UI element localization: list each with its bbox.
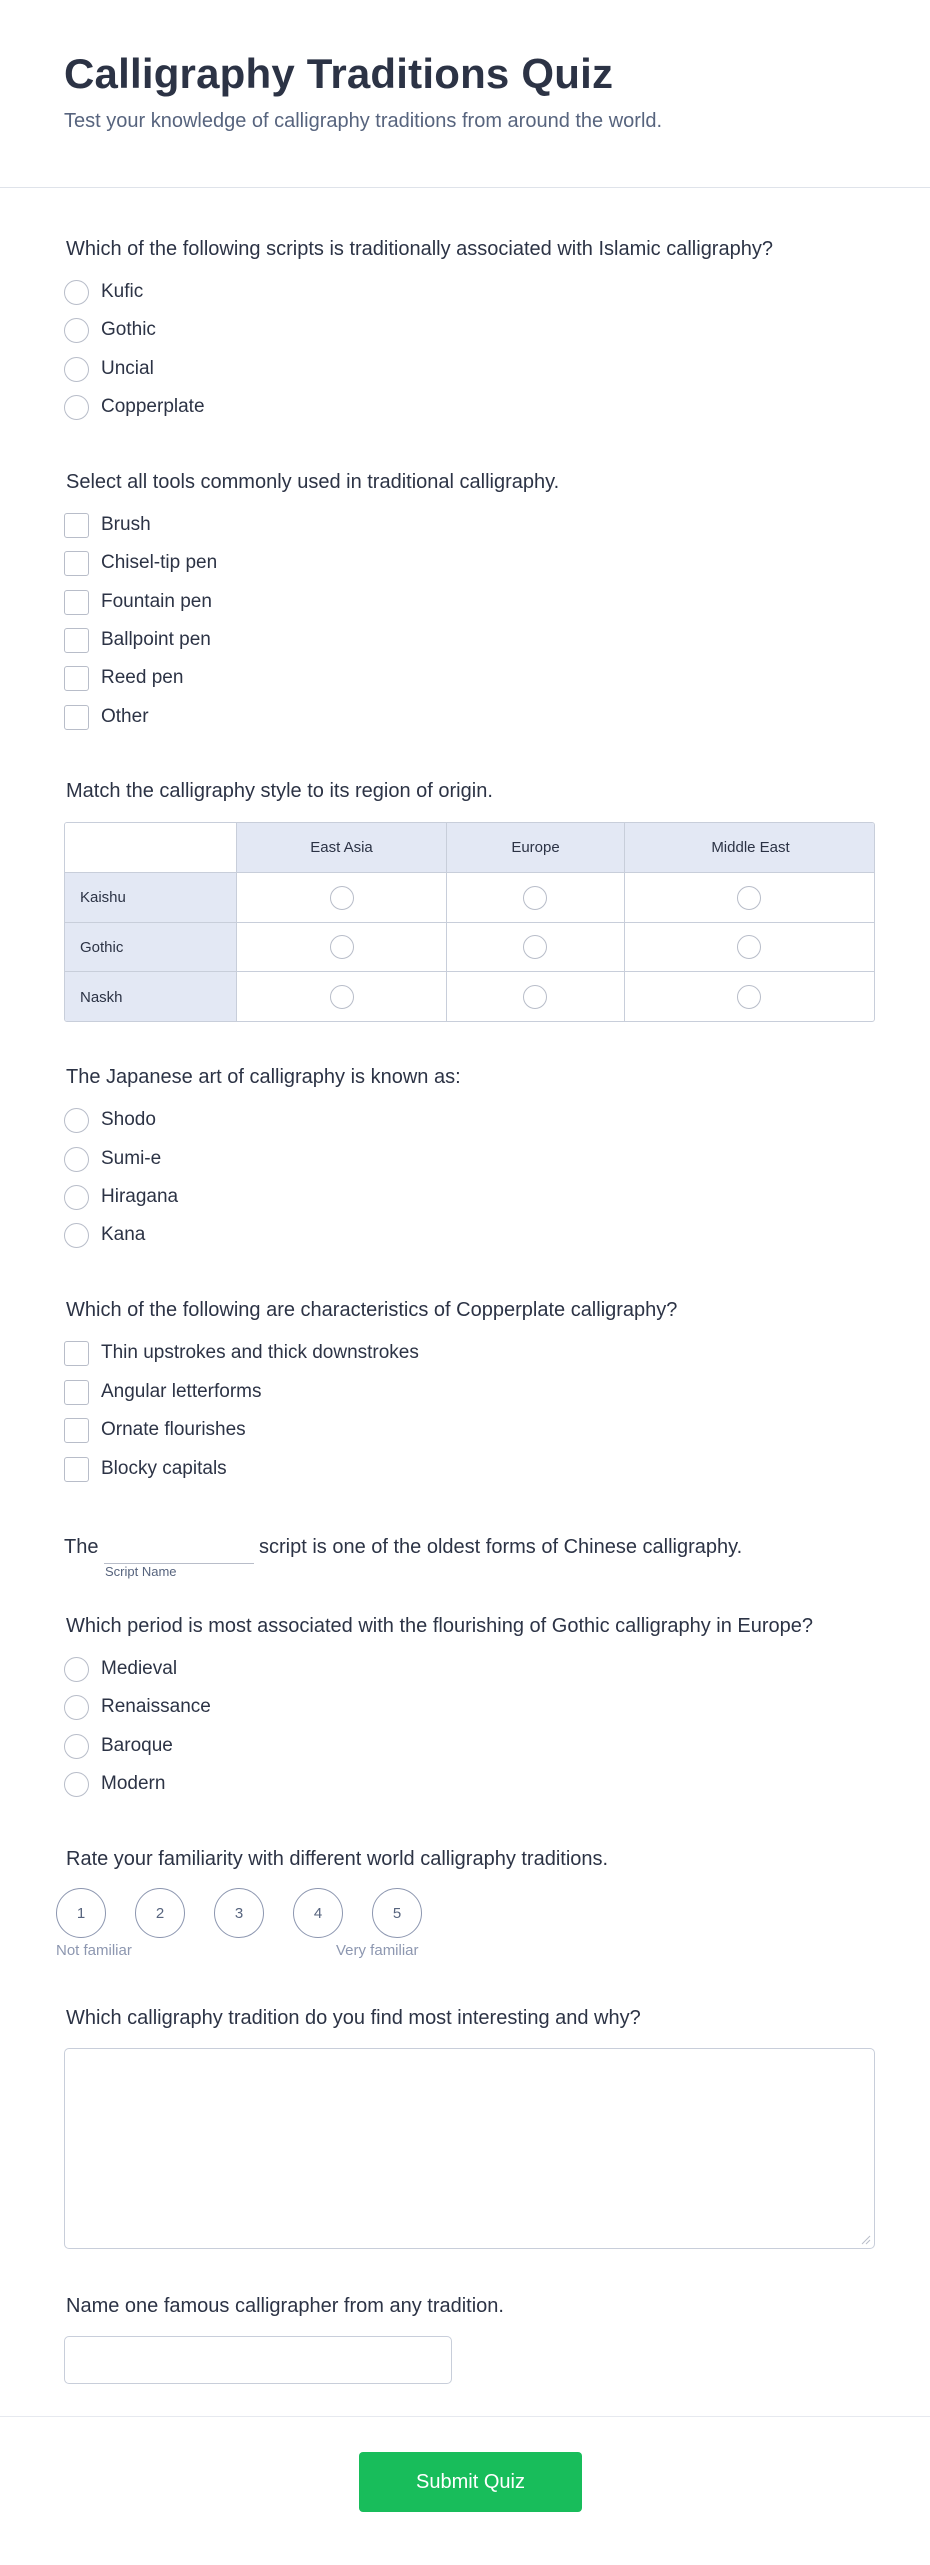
radio-button[interactable] (64, 1147, 89, 1172)
radio-button[interactable] (64, 1108, 89, 1133)
q1-option-kufic[interactable]: Kufic (64, 278, 143, 306)
q2-option-ballpoint-pen[interactable]: Ballpoint pen (64, 626, 211, 654)
question-5-title: Which of the following are characteristics of Copperplate calligraphy? (66, 1299, 678, 1321)
radio-button[interactable] (64, 1185, 89, 1210)
resize-grip-icon[interactable] (859, 2233, 871, 2245)
q5-option-angular-letterforms[interactable]: Angular letterforms (64, 1378, 262, 1406)
matrix-corner (65, 823, 237, 873)
matrix-radio-naskh-europe[interactable] (523, 985, 547, 1009)
page-subtitle: Test your knowledge of calligraphy traditions from around the world. (64, 110, 663, 132)
q2-option-brush[interactable]: Brush (64, 511, 151, 539)
q5-option-blocky-capitals[interactable]: Blocky capitals (64, 1455, 227, 1483)
matrix-col-east-asia: East Asia (237, 823, 447, 873)
radio-button[interactable] (64, 1223, 89, 1248)
fill-blank-prefix: The (64, 1536, 99, 1558)
q7-option-baroque[interactable]: Baroque (64, 1732, 173, 1760)
q2-option-other[interactable]: Other (64, 703, 149, 731)
q7-option-renaissance[interactable]: Renaissance (64, 1693, 211, 1721)
matrix-col-europe: Europe (447, 823, 625, 873)
rating-4-button[interactable]: 4 (293, 1888, 343, 1938)
q4-option-hiragana[interactable]: Hiragana (64, 1183, 178, 1211)
script-name-input[interactable] (104, 1534, 254, 1564)
q1-option-copperplate[interactable]: Copperplate (64, 393, 205, 421)
q5-option-thin-upstrokes[interactable]: Thin upstrokes and thick downstrokes (64, 1339, 419, 1367)
q2-option-reed-pen[interactable]: Reed pen (64, 664, 183, 692)
matrix-radio-naskh-middle-east[interactable] (737, 985, 761, 1009)
calligrapher-name-input[interactable] (64, 2336, 452, 2384)
matrix-radio-naskh-east-asia[interactable] (330, 985, 354, 1009)
checkbox[interactable] (64, 705, 89, 730)
question-1-title: Which of the following scripts is traditionally associated with Islamic calligraphy? (66, 238, 773, 260)
rating-high-label: Very familiar (336, 1942, 419, 1959)
q1-option-uncial[interactable]: Uncial (64, 355, 154, 383)
form-header (0, 0, 930, 188)
fill-blank-suffix: script is one of the oldest forms of Chinese calligraphy. (259, 1536, 743, 1558)
question-7-title: Which period is most associated with the flourishing of Gothic calligraphy in Europe? (66, 1615, 814, 1637)
radio-button[interactable] (64, 1695, 89, 1720)
matrix-radio-gothic-middle-east[interactable] (737, 935, 761, 959)
radio-button[interactable] (64, 395, 89, 420)
q7-option-modern[interactable]: Modern (64, 1770, 165, 1798)
question-3-title: Match the calligraphy style to its region of origin. (66, 780, 493, 802)
rating-1-button[interactable]: 1 (56, 1888, 106, 1938)
script-name-sublabel: Script Name (105, 1564, 177, 1579)
matrix-row-kaishu: Kaishu (65, 873, 237, 923)
radio-button[interactable] (64, 1734, 89, 1759)
matrix-radio-kaishu-east-asia[interactable] (330, 886, 354, 910)
page-title: Calligraphy Traditions Quiz (64, 50, 614, 97)
rating-2-button[interactable]: 2 (135, 1888, 185, 1938)
checkbox[interactable] (64, 1341, 89, 1366)
checkbox[interactable] (64, 666, 89, 691)
checkbox[interactable] (64, 1457, 89, 1482)
rating-3-button[interactable]: 3 (214, 1888, 264, 1938)
checkbox[interactable] (64, 1380, 89, 1405)
matrix-radio-kaishu-middle-east[interactable] (737, 886, 761, 910)
checkbox[interactable] (64, 551, 89, 576)
q1-option-gothic[interactable]: Gothic (64, 316, 156, 344)
q2-option-chisel-tip-pen[interactable]: Chisel-tip pen (64, 549, 217, 577)
interesting-tradition-textarea[interactable] (64, 2048, 875, 2249)
q4-option-sumi-e[interactable]: Sumi-e (64, 1145, 161, 1173)
radio-button[interactable] (64, 1772, 89, 1797)
matrix-radio-kaishu-europe[interactable] (523, 886, 547, 910)
matrix-table (64, 822, 875, 1022)
checkbox[interactable] (64, 513, 89, 538)
rating-low-label: Not familiar (56, 1942, 132, 1959)
checkbox[interactable] (64, 1418, 89, 1443)
q4-option-kana[interactable]: Kana (64, 1221, 145, 1249)
q4-option-shodo[interactable]: Shodo (64, 1106, 156, 1134)
matrix-row-gothic: Gothic (65, 923, 237, 972)
footer-divider (0, 2416, 930, 2417)
radio-button[interactable] (64, 318, 89, 343)
question-2-title: Select all tools commonly used in traditional calligraphy. (66, 471, 560, 493)
checkbox[interactable] (64, 628, 89, 653)
q2-option-fountain-pen[interactable]: Fountain pen (64, 588, 212, 616)
checkbox[interactable] (64, 590, 89, 615)
question-4-title: The Japanese art of calligraphy is known as: (66, 1066, 461, 1088)
matrix-radio-gothic-east-asia[interactable] (330, 935, 354, 959)
q5-option-ornate-flourishes[interactable]: Ornate flourishes (64, 1416, 246, 1444)
radio-button[interactable] (64, 280, 89, 305)
matrix-row-naskh: Naskh (65, 972, 237, 1022)
q7-option-medieval[interactable]: Medieval (64, 1655, 177, 1683)
matrix-col-middle-east: Middle East (625, 823, 875, 873)
radio-button[interactable] (64, 1657, 89, 1682)
radio-button[interactable] (64, 357, 89, 382)
submit-quiz-button[interactable]: Submit Quiz (359, 2452, 582, 2512)
matrix-radio-gothic-europe[interactable] (523, 935, 547, 959)
rating-5-button[interactable]: 5 (372, 1888, 422, 1938)
question-8-title: Rate your familiarity with different world calligraphy traditions. (66, 1848, 609, 1870)
question-9-title: Which calligraphy tradition do you find most interesting and why? (66, 2007, 641, 2029)
question-10-title: Name one famous calligrapher from any tradition. (66, 2295, 504, 2317)
